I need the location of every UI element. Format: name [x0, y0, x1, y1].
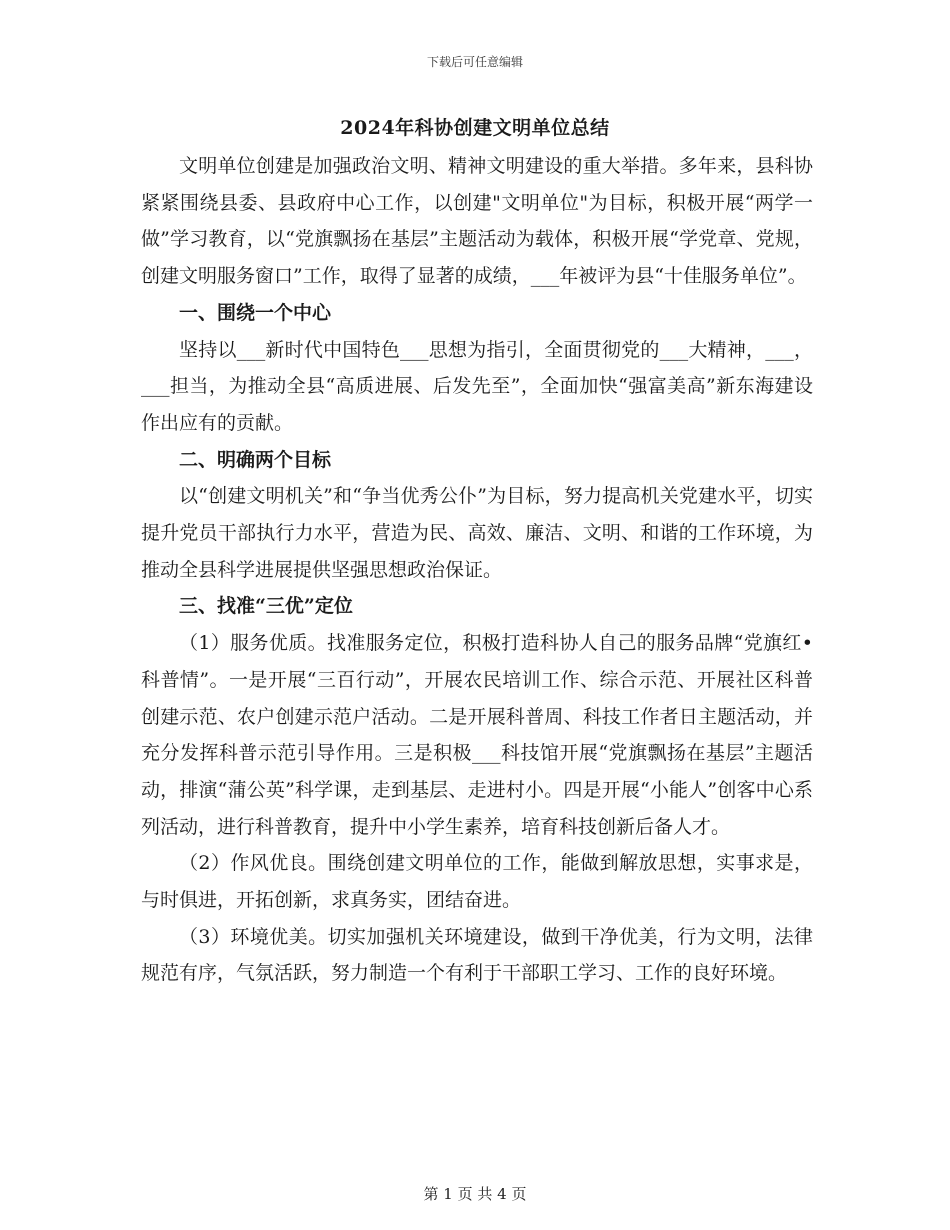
document-body	[141, 148, 813, 992]
section-paragraph-1: 坚持以___新时代中国特色___思想为指引，全面贯彻党的___大精神，___，___担当，为推动全县“高质进展、后发先至”，全面加快“强富美高”新东海建设作出应有的贡献。	[141, 338, 813, 434]
subsection-paragraph-3: （3）环境优美。切实加强机关环境建设，做到干净优美，行为文明，法律规范有序，气氛活跃，努力制造一个有利于干部职工学习、工作的良好环境。	[141, 925, 813, 985]
section-heading-3: 三、找准“三优”定位	[179, 595, 353, 618]
document-title: 2024年科协创建文明单位总结	[340, 117, 610, 139]
section-heading-2: 二、明确两个目标	[179, 448, 332, 471]
subsection-paragraph-2: （2）作风优良。围绕创建文明单位的工作，能做到解放思想，实事求是，与时俱进，开拓创新，求真务实，团结奋进。	[141, 852, 813, 912]
intro-paragraph: 文明单位创建是加强政治文明、精神文明建设的重大举措。多年来，县科协紧紧围绕县委、县政府中心工作，以创建"文明单位"为目标，积极开展“两学一做”学习教育，以“党旗飘扬在基层”主题活动为载体，积极开展“学党章、党规，创建文明服务窗口”工作，取得了显著的成绩，___年被评为县“十佳服务单位”。	[141, 155, 813, 288]
page-number: 第 1 页 共 4 页	[423, 1185, 527, 1203]
subsection-paragraph-1: （1）服务优质。找准服务定位，积极打造科协人自己的服务品牌“党旗红•科普情”。一是开展“三百行动”，开展农民培训工作、综合示范、开展社区科普创建示范、农户创建示范户活动。二是开展科普周、科技工作者日主题活动，并充分发挥科普示范引导作用。三是积极___科技馆开展“党旗飘扬在基层”主题活动，排演“蒲公英”科学课，走到基层、走进村小。四是开展“小能人”创客中心系列活动，进行科普教育，提升中小学生素养，培育科技创新后备人才。	[141, 632, 813, 838]
section-heading-1: 一、围绕一个中心	[179, 301, 332, 324]
header-note: 下载后可任意编辑	[426, 55, 523, 69]
section-paragraph-2: 以“创建文明机关”和“争当优秀公仆”为目标，努力提高机关党建水平，切实提升党员干部执行力水平，营造为民、高效、廉洁、文明、和谐的工作环境，为推动全县科学进展提供坚强思想政治保证。	[141, 485, 813, 581]
